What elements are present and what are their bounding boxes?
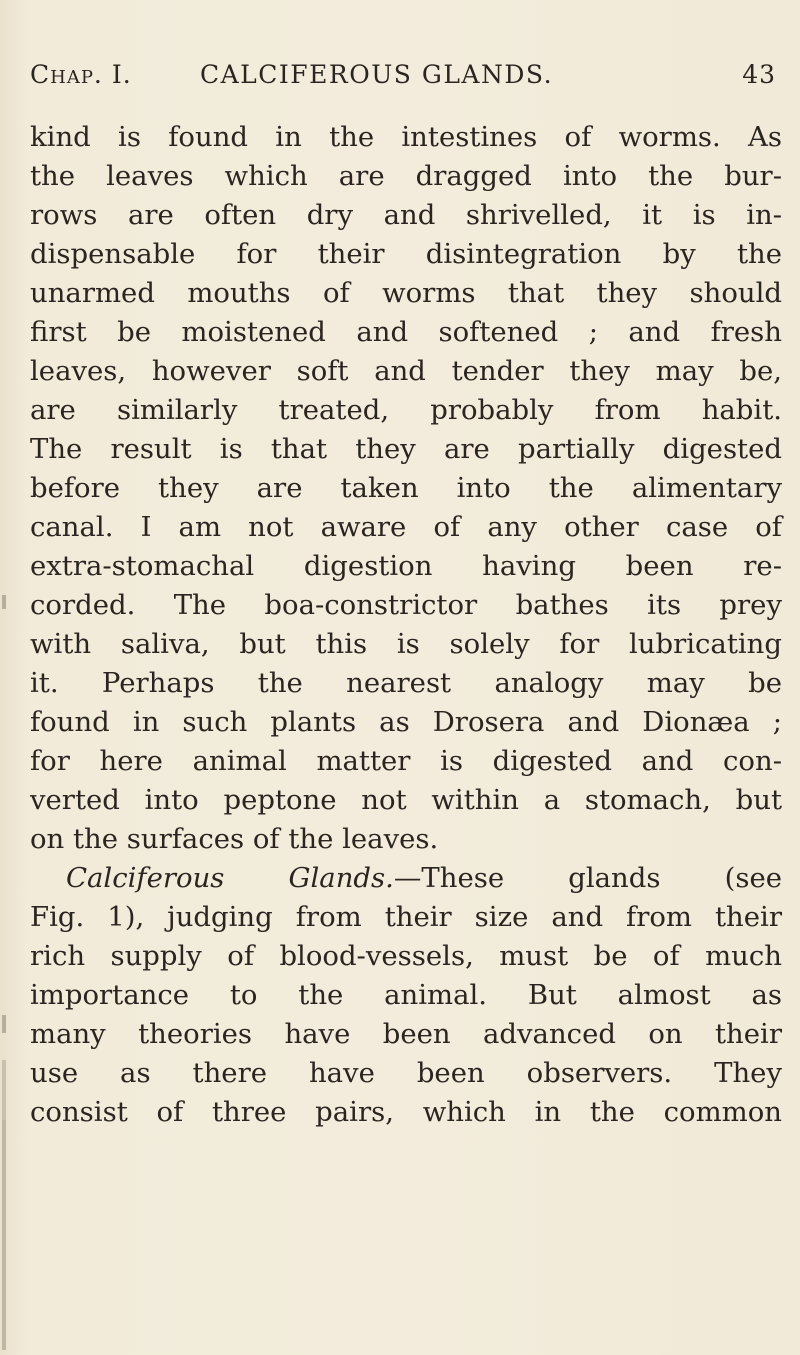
section-first-line-rest: —These glands (see [393,862,783,894]
section-heading: Calciferous Glands. [66,862,394,894]
text-line: Fig. 1), judging from their size and from their [30,901,782,933]
text-line: verted into peptone not within a stomach, but [30,784,782,816]
text-line: the leaves which are dragged into the bur- [30,160,782,192]
text-line: corded. The boa-constrictor bathes its prey [30,589,782,621]
chapter-label: Chap. I. [30,60,132,89]
text-line: The result is that they are partially digested [30,433,782,465]
text-line: consist of three pairs, which in the common [30,1096,782,1128]
text-line: dispensable for their disintegration by the [30,238,782,270]
text-line: extra-stomachal digestion having been re- [30,550,782,582]
binding-shadow [2,1015,6,1033]
body-text [30,118,782,1132]
text-line: on the surfaces of the leaves. [30,823,439,855]
binding-shadow [2,595,6,609]
text-line: unarmed mouths of worms that they should [30,277,782,309]
text-line: found in such plants as Drosera and Dionæa ; [30,706,782,738]
text-line: use as there have been observers. They [30,1057,782,1089]
text-line: it. Perhaps the nearest analogy may be [30,667,782,699]
text-line: for here animal matter is digested and con- [30,745,782,777]
text-line: are similarly treated, probably from habit. [30,394,782,426]
running-title: CALCIFEROUS GLANDS. [200,60,554,89]
text-line: leaves, however soft and tender they may be, [30,355,782,387]
text-line: kind is found in the intestines of worms. As [30,121,782,153]
text-line: importance to the animal. But almost as [30,979,782,1011]
running-header [30,60,778,100]
text-line: many theories have been advanced on their [30,1018,782,1050]
text-line: with saliva, but this is solely for lubricating [30,628,782,660]
page-number: 43 [742,60,776,89]
section-first-line [30,859,782,898]
binding-shadow [2,1060,6,1120]
text-line: first be moistened and softened ; and fresh [30,316,782,348]
text-line: canal. I am not aware of any other case of [30,511,782,543]
binding-shadow [2,1120,6,1350]
text-line: before they are taken into the alimentary [30,472,782,504]
text-line: rich supply of blood-vessels, must be of much [30,940,782,972]
text-line: rows are often dry and shrivelled, it is in- [30,199,782,231]
